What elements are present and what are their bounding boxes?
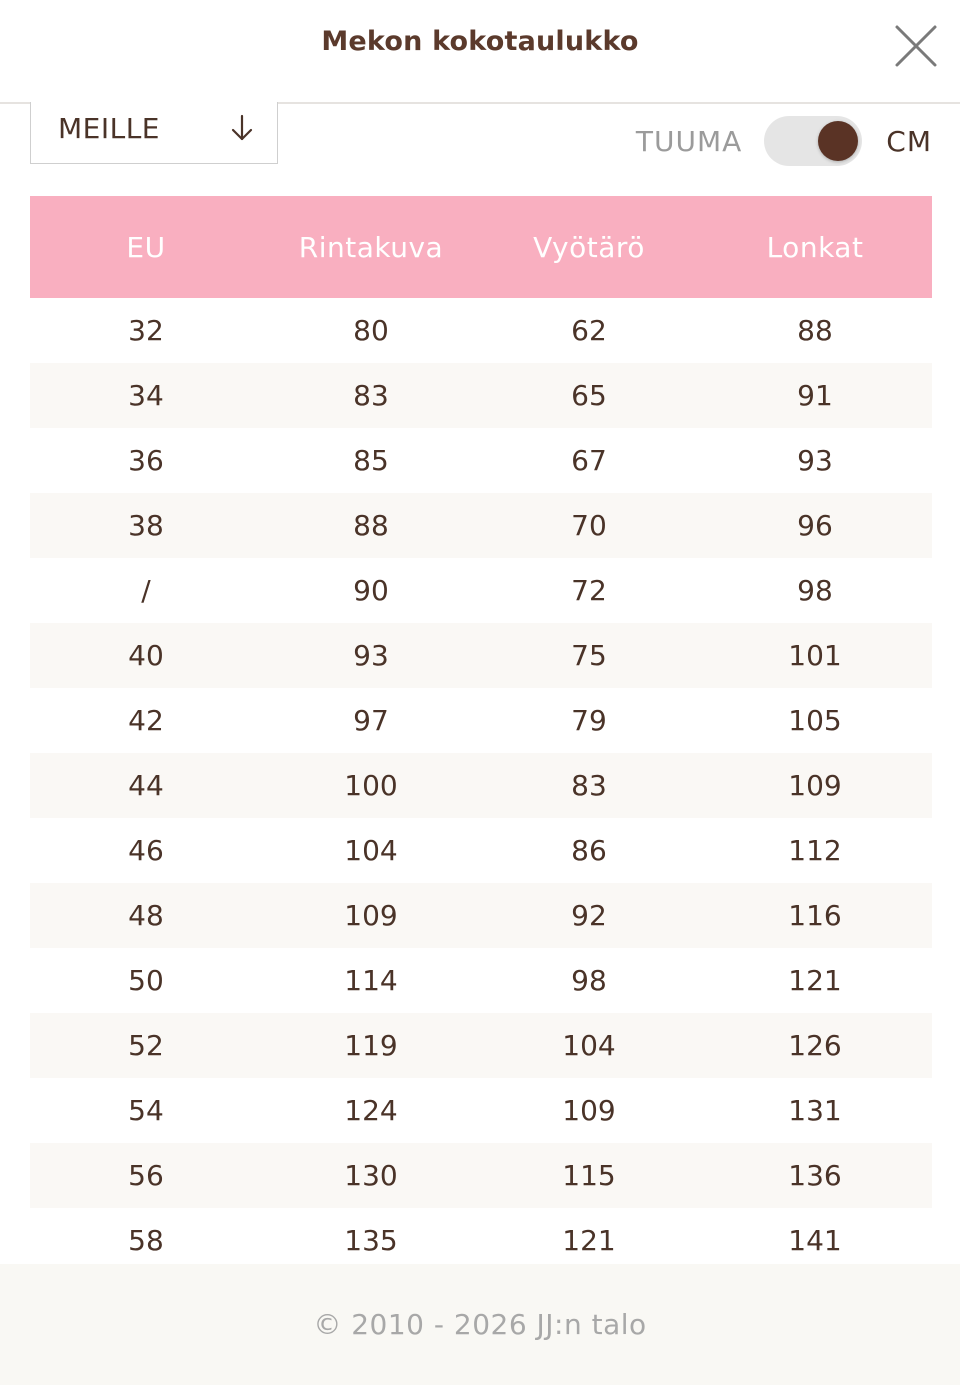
table-header-row bbox=[30, 196, 932, 298]
table-row bbox=[30, 753, 932, 818]
table-row bbox=[30, 948, 932, 1013]
column-header-eu: EU bbox=[126, 230, 166, 264]
table-cell: 98 bbox=[571, 964, 607, 997]
table-cell: 121 bbox=[562, 1224, 616, 1257]
table-cell: 38 bbox=[128, 509, 164, 542]
table-row bbox=[30, 428, 932, 493]
table-cell: 119 bbox=[344, 1029, 398, 1062]
table-cell: 44 bbox=[128, 769, 164, 802]
table-cell: 80 bbox=[353, 314, 389, 347]
table-cell: 124 bbox=[344, 1094, 398, 1127]
table-cell: 48 bbox=[128, 899, 164, 932]
table-cell: 65 bbox=[571, 379, 607, 412]
table-cell: / bbox=[141, 574, 151, 607]
table-row bbox=[30, 818, 932, 883]
table-cell: 67 bbox=[571, 444, 607, 477]
table-cell: 36 bbox=[128, 444, 164, 477]
table-row bbox=[30, 688, 932, 753]
table-cell: 50 bbox=[128, 964, 164, 997]
region-dropdown[interactable] bbox=[30, 102, 278, 164]
table-cell: 88 bbox=[797, 314, 833, 347]
toggle-knob bbox=[818, 121, 858, 161]
column-header-rintakuva: Rintakuva bbox=[298, 230, 444, 264]
unit-label-cm[interactable]: CM bbox=[886, 124, 932, 158]
table-cell: 72 bbox=[571, 574, 607, 607]
table-cell: 112 bbox=[788, 834, 842, 867]
table-row bbox=[30, 298, 932, 363]
table-cell: 126 bbox=[788, 1029, 842, 1062]
table-cell: 52 bbox=[128, 1029, 164, 1062]
copyright-text: © 2010 - 2026 JJ:n talo bbox=[313, 1308, 647, 1341]
table-cell: 109 bbox=[788, 769, 842, 802]
close-button[interactable] bbox=[894, 24, 938, 68]
column-header-lonkat: Lonkat bbox=[766, 230, 864, 264]
unit-toggle-switch[interactable] bbox=[764, 116, 862, 166]
table-cell: 121 bbox=[788, 964, 842, 997]
table-cell: 85 bbox=[353, 444, 389, 477]
table-cell: 58 bbox=[128, 1224, 164, 1257]
size-table-container bbox=[30, 196, 932, 1273]
table-row bbox=[30, 493, 932, 558]
table-cell: 56 bbox=[128, 1159, 164, 1192]
table-cell: 135 bbox=[344, 1224, 398, 1257]
table-cell: 100 bbox=[344, 769, 398, 802]
table-row bbox=[30, 1078, 932, 1143]
table-cell: 101 bbox=[788, 639, 842, 672]
table-cell: 93 bbox=[797, 444, 833, 477]
table-row bbox=[30, 558, 932, 623]
table-row bbox=[30, 363, 932, 428]
table-cell: 40 bbox=[128, 639, 164, 672]
arrow-down-icon bbox=[230, 114, 254, 142]
table-cell: 115 bbox=[562, 1159, 616, 1192]
close-icon bbox=[894, 24, 938, 68]
table-cell: 62 bbox=[571, 314, 607, 347]
table-row bbox=[30, 883, 932, 948]
table-cell: 34 bbox=[128, 379, 164, 412]
table-row bbox=[30, 1143, 932, 1208]
table-cell: 109 bbox=[344, 899, 398, 932]
table-cell: 90 bbox=[353, 574, 389, 607]
column-header-vyotaro: Vyötärö bbox=[533, 230, 645, 264]
table-cell: 70 bbox=[571, 509, 607, 542]
table-cell: 83 bbox=[571, 769, 607, 802]
modal-header bbox=[0, 0, 960, 104]
table-cell: 105 bbox=[788, 704, 842, 737]
table-cell: 130 bbox=[344, 1159, 398, 1192]
page-title: Mekon kokotaulukko bbox=[321, 26, 639, 57]
table-cell: 91 bbox=[797, 379, 833, 412]
table-cell: 141 bbox=[788, 1224, 842, 1257]
table-row bbox=[30, 1013, 932, 1078]
footer bbox=[0, 1264, 960, 1385]
table-cell: 88 bbox=[353, 509, 389, 542]
unit-toggle-group bbox=[636, 112, 932, 170]
table-cell: 79 bbox=[571, 704, 607, 737]
table-cell: 83 bbox=[353, 379, 389, 412]
table-cell: 86 bbox=[571, 834, 607, 867]
region-dropdown-label: MEILLE bbox=[58, 112, 160, 145]
table-cell: 131 bbox=[788, 1094, 842, 1127]
table-cell: 109 bbox=[562, 1094, 616, 1127]
table-cell: 116 bbox=[788, 899, 842, 932]
table-cell: 93 bbox=[353, 639, 389, 672]
table-cell: 136 bbox=[788, 1159, 842, 1192]
table-cell: 42 bbox=[128, 704, 164, 737]
size-table bbox=[30, 196, 932, 1273]
table-cell: 32 bbox=[128, 314, 164, 347]
table-cell: 75 bbox=[571, 639, 607, 672]
table-cell: 98 bbox=[797, 574, 833, 607]
table-row bbox=[30, 623, 932, 688]
table-cell: 104 bbox=[562, 1029, 616, 1062]
table-cell: 46 bbox=[128, 834, 164, 867]
table-cell: 97 bbox=[353, 704, 389, 737]
table-cell: 114 bbox=[344, 964, 398, 997]
unit-label-inch[interactable]: TUUMA bbox=[635, 124, 743, 158]
table-cell: 104 bbox=[344, 834, 398, 867]
table-cell: 96 bbox=[797, 509, 833, 542]
table-cell: 54 bbox=[128, 1094, 164, 1127]
table-cell: 92 bbox=[571, 899, 607, 932]
